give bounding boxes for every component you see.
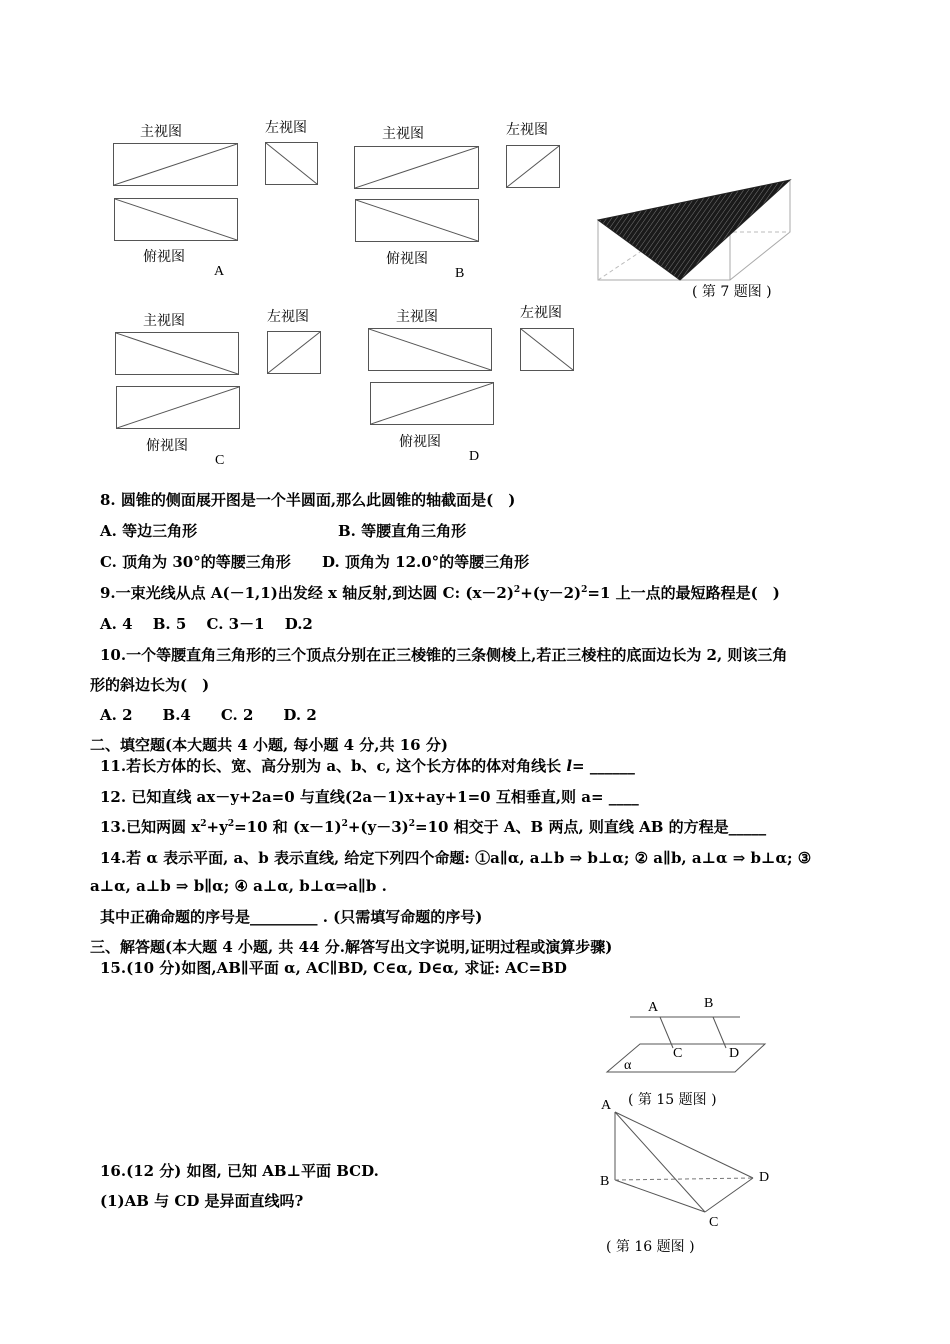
front-view-label: 主视图 [143, 313, 185, 329]
question-15: 15.(10 分)如图,AB∥平面 α, AC∥BD, C∈α, D∈α, 求证: AC=BD [100, 959, 567, 977]
point-b-label: B [704, 996, 714, 1011]
front-view-rect [368, 328, 492, 371]
top-view-rect [116, 386, 240, 429]
question-8-option-a: A. 等边三角形 [100, 522, 198, 540]
question-9-options: A. 4 B. 5 C. 3－1 D.2 [100, 615, 313, 633]
top-view-rect [370, 382, 494, 425]
front-view-rect [115, 332, 239, 375]
point-a-label: A [648, 1000, 659, 1015]
front-view-rect [113, 143, 238, 186]
question-16-stem: 16.(12 分) 如图, 已知 AB⊥平面 BCD. [100, 1162, 379, 1180]
side-view-label: 左视图 [520, 305, 562, 321]
side-view-label: 左视图 [267, 309, 309, 325]
figure-7-caption: ( 第 7 题图 ) [692, 284, 772, 300]
figure-16-caption: ( 第 16 题图 ) [606, 1239, 695, 1255]
top-view-rect [114, 198, 238, 241]
option-label-b: B [455, 266, 465, 281]
option-label-c: C [215, 453, 225, 468]
question-8-option-d: D. 顶角为 12.0°的等腰三角形 [322, 553, 530, 571]
top-view-rect [355, 199, 479, 242]
point-c-label: C [673, 1046, 683, 1061]
side-view-label: 左视图 [506, 122, 548, 138]
question-8-stem: 8. 圆锥的侧面展开图是一个半圆面,那么此圆锥的轴截面是( ) [100, 491, 516, 509]
question-12: 12. 已知直线 ax－y+2a=0 与直线(2a－1)x+ay+1=0 互相垂直,则 a= ____ [100, 788, 639, 806]
figure-7-solid [590, 172, 800, 287]
question-10-line-1: 10.一个等腰直角三角形的三个顶点分别在正三棱锥的三条侧棱上,若正三棱柱的底面边长为 2, 则该三角 [100, 646, 788, 664]
top-view-label: 俯视图 [386, 251, 428, 267]
front-view-label: 主视图 [140, 124, 182, 140]
point-d-label: D [729, 1046, 740, 1061]
front-view-rect [354, 146, 479, 189]
section-2-heading: 二、填空题(本大题共 4 小题, 每小题 4 分,共 16 分) [90, 736, 448, 754]
question-8-option-c: C. 顶角为 30°的等腰三角形 [100, 553, 291, 571]
question-9-stem: 9.一束光线从点 A(－1,1)出发经 x 轴反射,到达圆 C: $(x-2)^2+(y-2)^2=1$ 上一点的最短路程是( ) [100, 584, 780, 602]
side-view-label: 左视图 [265, 120, 307, 136]
question-14-line-2: a⊥α, a⊥b ⇒ b∥α; ④ a⊥α, b⊥α⇒a∥b . [90, 877, 387, 895]
figure-16-diagram [605, 1100, 765, 1220]
point-a-label: A [601, 1098, 612, 1113]
point-b-label: B [600, 1174, 610, 1189]
question-10-line-2: 形的斜边长为( ) [90, 676, 210, 694]
option-label-a: A [214, 264, 225, 279]
side-view-rect [267, 331, 321, 374]
question-8-option-b: B. 等腰直角三角形 [338, 522, 467, 540]
top-view-label: 俯视图 [143, 249, 185, 265]
side-view-rect [506, 145, 560, 188]
question-14-line-1: 14.若 α 表示平面, a、b 表示直线, 给定下列四个命题: ①a∥α, a⊥b ⇒ b⊥α; ② a∥b, a⊥α ⇒ b⊥α; ③ [100, 849, 812, 867]
section-3-heading: 三、解答题(本大题 4 小题, 共 44 分.解答写出文字说明,证明过程或演算步骤) [90, 938, 613, 956]
front-view-label: 主视图 [382, 126, 424, 142]
top-view-label: 俯视图 [399, 434, 441, 450]
plane-alpha-label: α [624, 1058, 632, 1073]
top-view-label: 俯视图 [146, 438, 188, 454]
front-view-label: 主视图 [396, 309, 438, 325]
question-16-part-1: (1)AB 与 CD 是异面直线吗? [100, 1192, 304, 1210]
question-10-options: A. 2 B.4 C. 2 D. 2 [100, 706, 317, 724]
question-14-line-3: 其中正确命题的序号是_________ . (只需填写命题的序号) [100, 908, 483, 926]
point-d-label: D [759, 1170, 770, 1185]
side-view-rect [265, 142, 318, 185]
question-11: 11.若长方体的长、宽、高分别为 a、b、c, 这个长方体的体对角线长 l= ______ [100, 757, 635, 775]
side-view-rect [520, 328, 574, 371]
question-13: 13.已知两圆 $x^2+y^2=10$ 和 $(x-1)^2+(y-3)^2=10$ 相交于 A、B 两点, 则直线 AB 的方程是_____ [100, 818, 767, 836]
figure-15-caption: ( 第 15 题图 ) [628, 1092, 717, 1108]
option-label-d: D [469, 449, 480, 464]
point-c-label: C [709, 1215, 719, 1230]
